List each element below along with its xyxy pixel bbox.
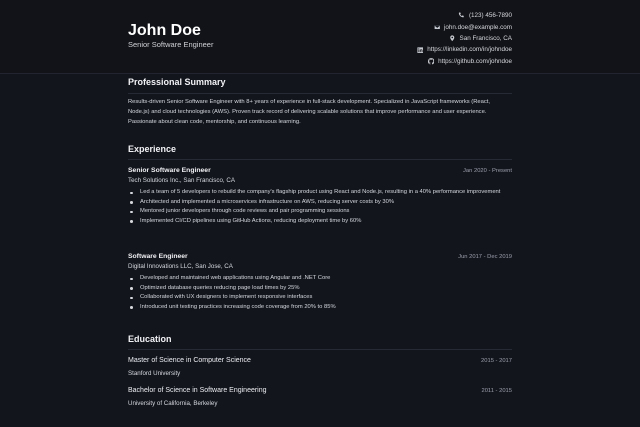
contact-phone[interactable] [417,10,512,21]
contact-list [417,10,512,67]
contact-phone-text: (123) 456-7890 [468,12,512,20]
job-company: Digital Innovations LLC, San Jose, CA [128,263,233,270]
contact-linkedin-text: https://linkedin.com/in/johndoe [427,46,512,54]
job-dates: Jan 2020 - Present [463,167,512,174]
contact-email-text: john.doe@example.com [444,23,512,31]
education-divider [128,349,512,350]
school-name: Stanford University [128,370,181,377]
linkedin-icon [417,47,424,54]
degree-title: Bachelor of Science in Software Engineering [128,387,267,394]
job-bullet: Led a team of 5 developers to rebuild the company's flagship product using React and Node.js, resulting in a 40% performance improvement [128,188,512,198]
summary-divider [128,93,512,94]
education-entry [128,387,512,407]
job-bullet: Mentored junior developers through code reviews and pair programming sessions [128,207,512,217]
job-title: Software Engineer [128,253,188,260]
contact-location-text: San Francisco, CA [459,34,512,42]
school-name: University of California, Berkeley [128,400,218,407]
job-bullet: Implemented CI/CD pipelines using GitHub Actions, reducing deployment time by 60% [128,217,512,227]
resume-header [0,0,640,74]
job-bullets [128,188,512,226]
education-heading: Education [128,334,172,344]
summary-text: Results-driven Senior Software Engineer with 8+ years of experience in full-stack development. Specialized in JavaScript frameworks (React, Node.js) and cloud technologies (AWS). Proven track record of delivering scalable solutions that improve performance and user experience. Passionate about clean code, mentorship, and continuous learning. [128,99,490,125]
email-icon [434,24,441,31]
contact-github[interactable] [417,56,512,67]
job-dates: Jun 2017 - Dec 2019 [458,253,512,260]
experience-heading: Experience [128,144,177,154]
contact-email[interactable] [417,21,512,32]
job-bullet: Introduced unit testing practices increasing code coverage from 20% to 85% [128,303,512,313]
candidate-name: John Doe [128,22,201,39]
job-entry [128,253,512,312]
job-bullet: Collaborated with UX designers to implement responsive interfaces [128,293,512,303]
summary-heading: Professional Summary [128,77,226,87]
job-entry [128,167,512,226]
contact-github-text: https://github.com/johndoe [438,57,512,65]
location-icon [449,35,456,42]
candidate-title: Senior Software Engineer [128,40,214,49]
experience-divider [128,159,512,160]
education-dates: 2015 - 2017 [481,357,512,364]
education-dates: 2011 - 2015 [481,387,512,394]
job-bullet: Developed and maintained web applications using Angular and .NET Core [128,274,512,284]
education-entry [128,357,512,377]
contact-location [417,33,512,44]
job-bullet: Architected and implemented a microservices infrastructure on AWS, reducing server costs by 30% [128,198,512,208]
job-bullets [128,274,512,312]
contact-linkedin[interactable] [417,44,512,55]
github-icon [428,58,435,65]
degree-title: Master of Science in Computer Science [128,357,251,364]
job-company: Tech Solutions Inc., San Francisco, CA [128,177,235,184]
job-bullet: Optimized database queries reducing page load times by 25% [128,284,512,294]
job-title: Senior Software Engineer [128,167,211,174]
phone-icon [458,12,465,19]
